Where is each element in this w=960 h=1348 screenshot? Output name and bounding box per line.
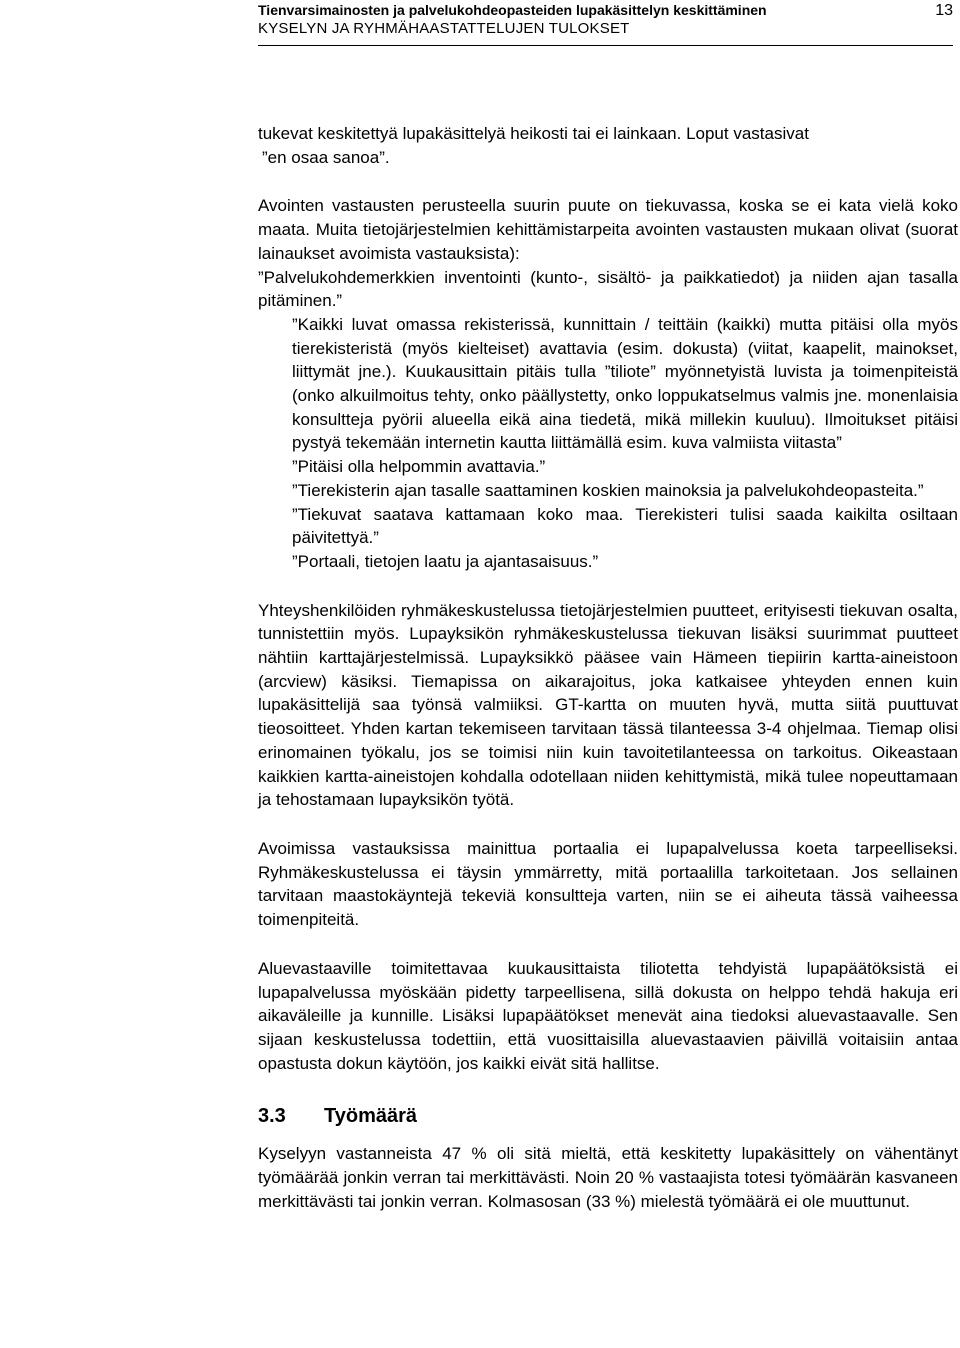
header-rule	[258, 45, 953, 46]
paragraph-4: Avoimissa vastauksissa mainittua portaalia ei lupapalvelussa koeta tarpeelliseksi. Ryhmäkeskustelussa ei täysin ymmärretty, mitä portaalilla tarkoitetaan. Jos sellainen tarvitaan maastokäyntejä tekeviä konsultteja varten, niin se ei aiheuta tässä vaiheessa toimenpiteitä.	[258, 838, 958, 930]
paragraph-text: tukevat keskitettyä lupakäsittelyä heikosti tai ei lainkaan. Loput vastasivat	[258, 124, 809, 143]
section-heading	[258, 1105, 958, 1128]
quote-5: ”Tiekuvat saatava kattamaan koko maa. Tierekisteri tulisi saada kaikilta osiltaan päivitettyä.”	[292, 504, 958, 548]
paragraph-6: Kyselyyn vastanneista 47 % oli sitä mieltä, että keskitetty lupakäsittely on vähentänyt työmäärää jonkin verran tai merkittävästi. Noin 20 % vastaajista totesi työmäärän kasvaneen merkittävästi tai jonkin verran. Kolmasosan (33 %) mielestä työmäärä ei ole muuttunut.	[258, 1144, 958, 1211]
page-body	[258, 122, 958, 1238]
quote-2: ”Kaikki luvat omassa rekisterissä, kunnittain / teittäin (kaikki) mutta pitäisi olla myös tierekisteristä (myös kielteiset) avattavia (esim. dokusta) (viitat, kaapelit, mainokset, liittymät jne.). Kuukausittain pitäis tulla ”tiliote” myönnetyistä luvista ja toimenpiteistä (onko alkuilmoitus tehty, onko päällystetty, onko loppukatselmus valmis jne. monenlaisia konsultteja pyörii alueella eikä aina tiedetä, mikä millekin kuuluu). Ilmoitukset pitäisi pystyä tekemään internetin kautta liittämällä esim. kuva valmiista viitasta”	[292, 314, 958, 453]
paragraph-text: Avointen vastausten perusteella suurin puute on tiekuvassa, koska se ei kata vielä koko maata. Muita tietojärjestelmien kehittämistarpeita avointen vastausten mukaan olivat (suorat lainaukset avoimista vastauksista):	[258, 196, 958, 263]
quote-1: ”Palvelukohdemerkkien inventointi (kunto-, sisältö- ja paikkatiedot) ja niiden ajan tasalla pitäminen.”	[258, 267, 958, 311]
quote-6: ”Portaali, tietojen laatu ja ajantasaisuus.”	[292, 551, 599, 571]
document-subtitle: KYSELYN JA RYHMÄHAASTATTELUJEN TULOKSET	[258, 20, 630, 37]
paragraph-2	[258, 194, 958, 573]
quote-text: ”en osaa sanoa”.	[262, 147, 390, 167]
document-title: Tienvarsimainosten ja palvelukohdeopasteiden lupakäsittelyn keskittäminen	[258, 2, 767, 18]
section-title: Työmäärä	[324, 1105, 418, 1128]
page-number: 13	[935, 2, 953, 19]
paragraph-1	[258, 122, 958, 169]
paragraph-5: Aluevastaaville toimitettavaa kuukausittaista tiliotetta tehdyistä lupapäätöksistä ei lupapalvelussa myöskään pidetty tarpeellisena, sillä dokusta on helppo tehdä hakuja eri aikaväleille ja kunnille. Lisäksi lupapäätökset menevät aina tiedoksi aluevastaavalle. Sen sijaan keskustelussa todettiin, että vuosittaisilla aluevastaavien päivillä voitaisiin antaa opastusta dokun käytöön, jos kaikki eivät sitä hallitse.	[258, 958, 958, 1073]
paragraph-3: Yhteyshenkilöiden ryhmäkeskustelussa tietojärjestelmien puutteet, erityisesti tiekuvan osalta, tunnistettiin myös. Lupayksikön ryhmäkeskustelussa tiekuvan lisäksi suurimmat puutteet nähtiin karttajärjestelmissä. Lupayksikkö pääsee vain Hämeen tiepiirin kartta-aineistoon (arcview) käsiksi. Tiemapissa on aikarajoitus, joka katkaisee yhteyden ennen kuin lupakäsittelijä saa työnsä valmiiksi. GT-kartta on muuten hyvä, mutta siitä puuttuvat tieosoitteet. Yhden kartan tekemiseen tarvitaan tässä tilanteessa 3-4 ohjelmaa. Tiemap olisi erinomainen työkalu, jos se toimisi niin kuin tavoitetilanteessa on tarkoitus. Oikeastaan kaikkien kartta-aineistojen kohdalla odotellaan niiden kehittymistä, mikä tulee nopeuttamaan ja tehostamaan lupayksikön työtä.	[258, 600, 958, 810]
section-number: 3.3	[258, 1105, 286, 1128]
quote-3: ”Pitäisi olla helpommin avattavia.”	[292, 457, 546, 477]
quote-4: ”Tierekisterin ajan tasalle saattaminen koskien mainoksia ja palvelukohdeopasteita.”	[292, 480, 924, 500]
